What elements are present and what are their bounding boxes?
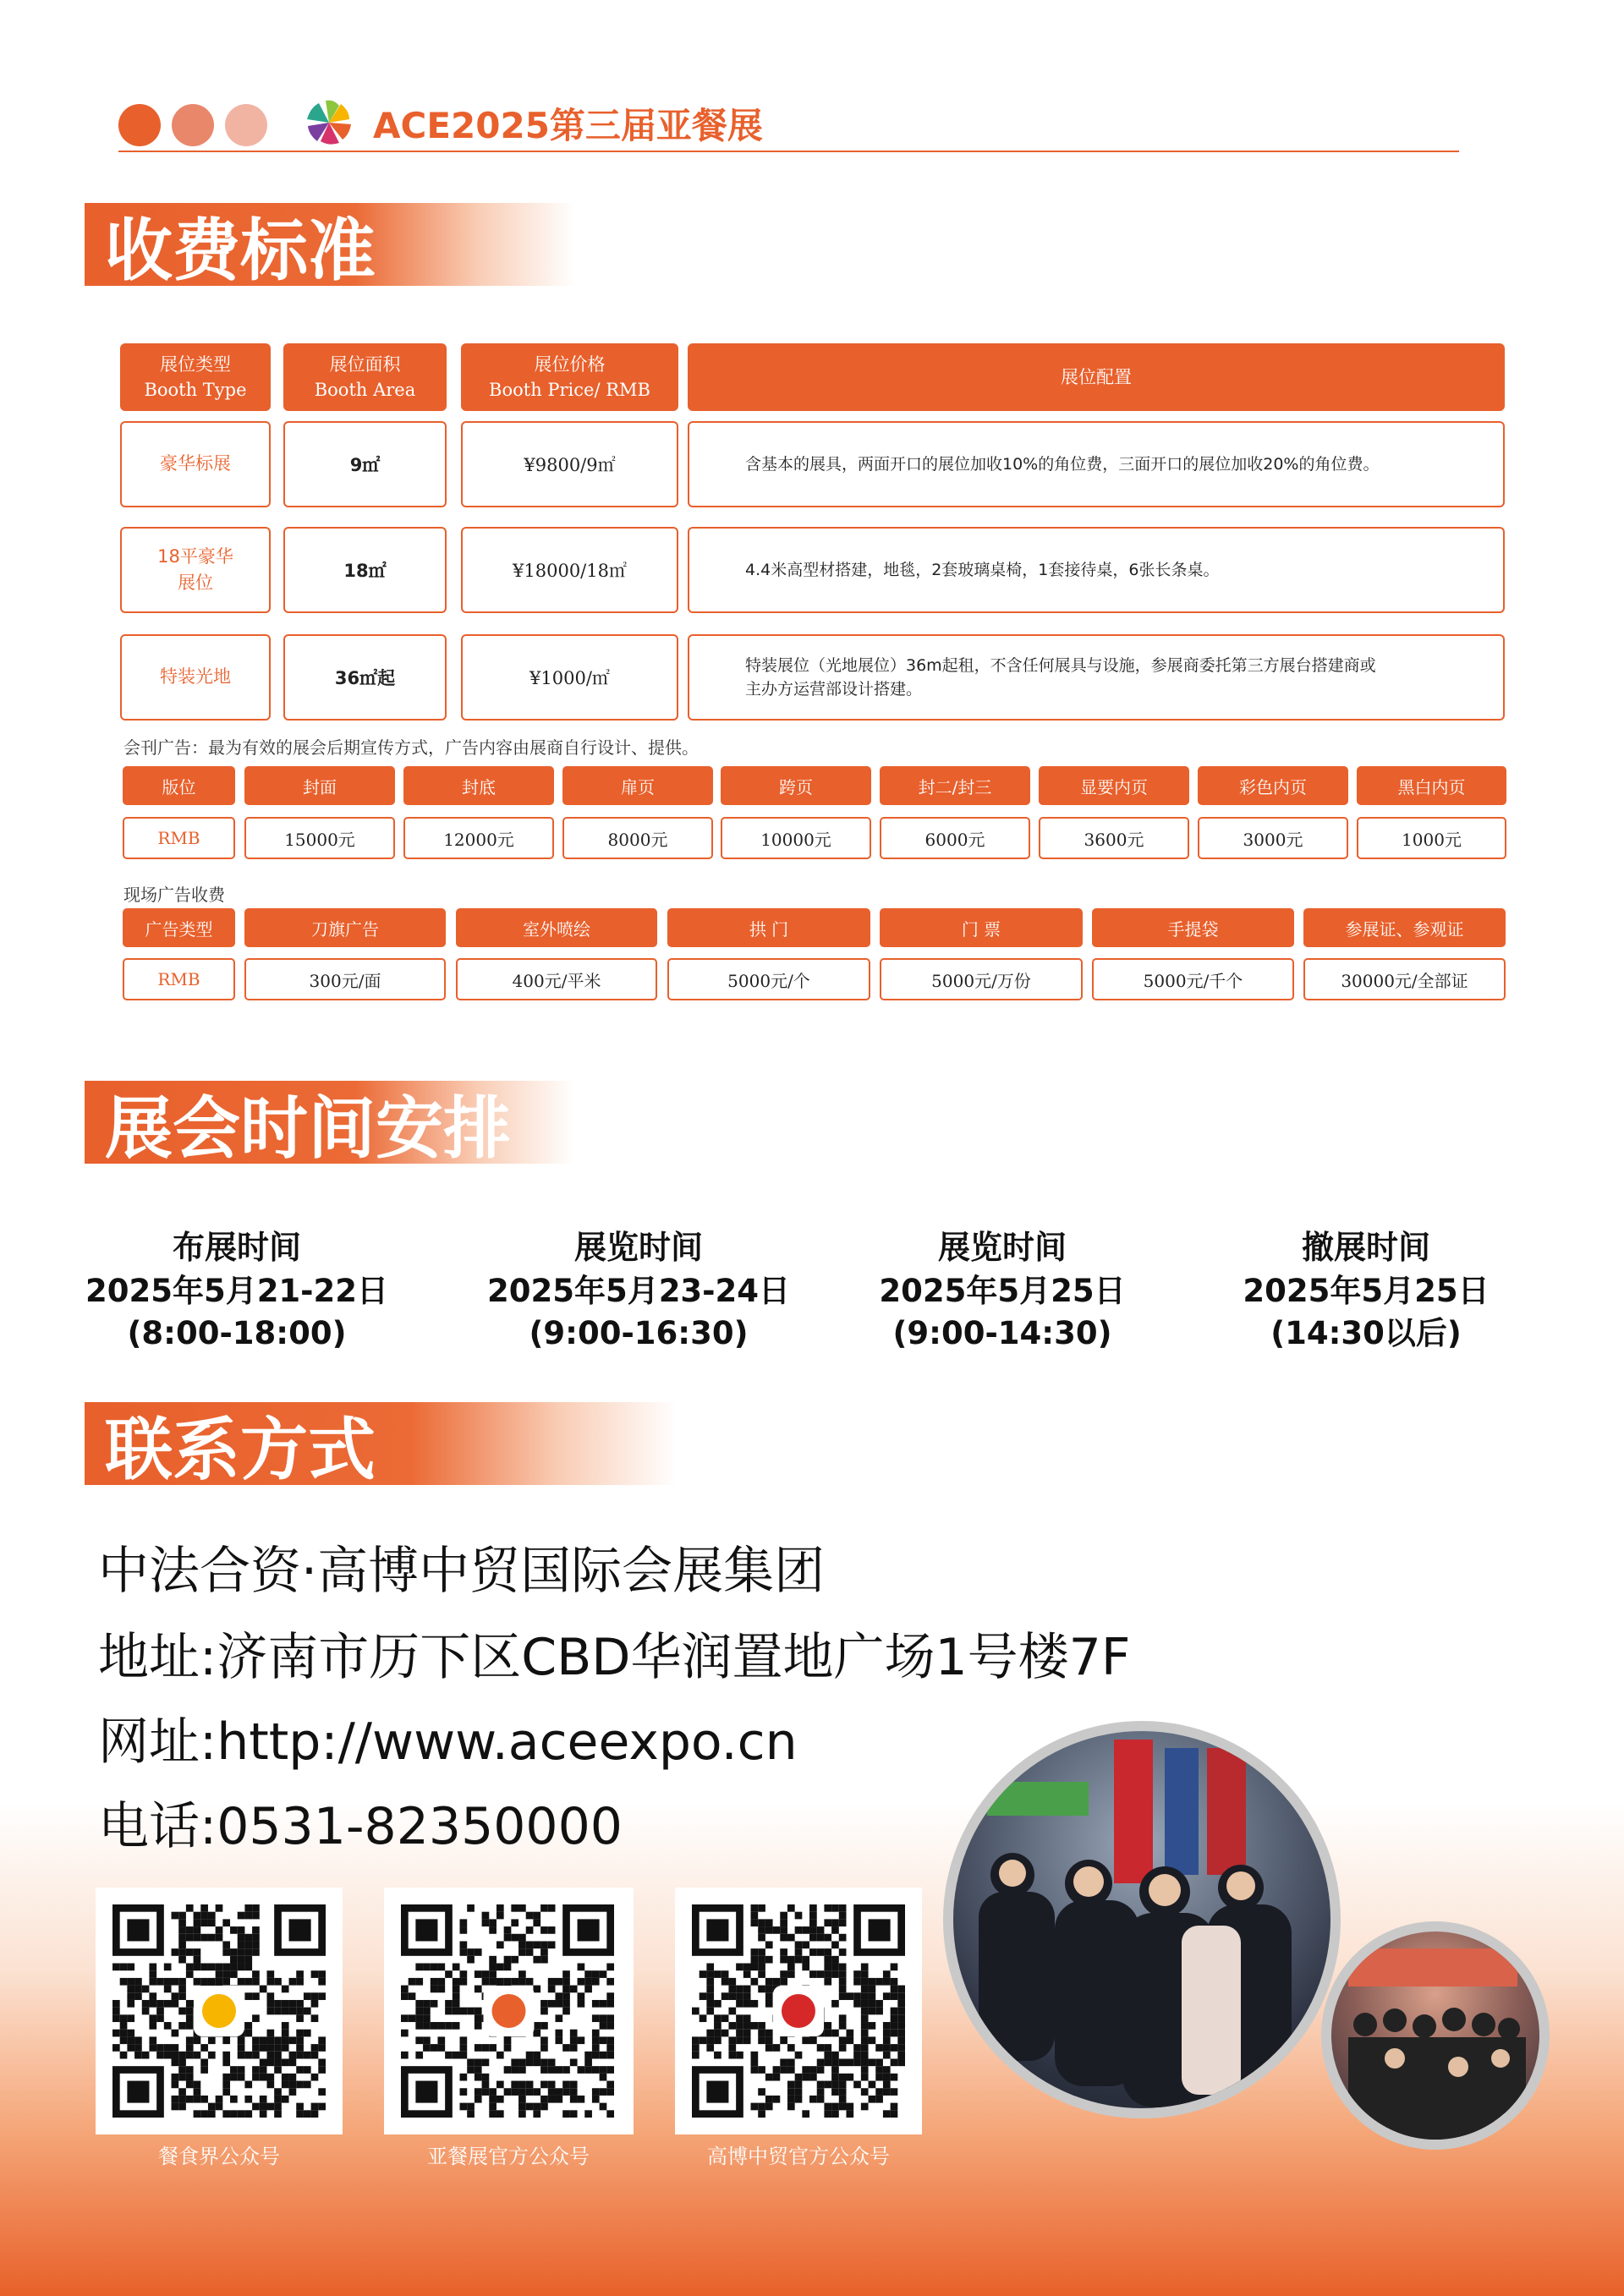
publication-ads-header-1: 封面	[244, 766, 395, 805]
publication-ads-header-2: 封底	[403, 766, 554, 805]
onsite-ads-value-0: RMB	[123, 958, 235, 1000]
schedule-date: 2025年5月21-22日	[85, 1273, 389, 1309]
publication-ads-header-5: 封二/封三	[880, 766, 1030, 805]
booth-table-header-config: 展位配置	[688, 343, 1505, 411]
schedule-time: (9:00-14:30)	[892, 1315, 1112, 1351]
publication-ads-header-0: 版位	[123, 766, 235, 805]
qr-caption: 高博中贸官方公众号	[707, 2145, 890, 2168]
onsite-ads-note: 现场广告收费	[123, 885, 225, 905]
qr-code-canshijie[interactable]	[96, 1888, 343, 2134]
crowd-photo-small	[1321, 1921, 1550, 2150]
header-divider	[118, 151, 1459, 152]
onsite-ads-header-6: 参展证、参观证	[1303, 908, 1506, 947]
booth-table-header-type: 展位类型 Booth Type	[120, 343, 271, 411]
crowd-photo-large	[943, 1721, 1341, 2118]
onsite-ads-header-4: 门 票	[880, 908, 1083, 947]
publication-ads-value-2: 12000元	[403, 817, 554, 859]
schedule-item-exhibition-1	[461, 1225, 816, 1355]
onsite-ads-header-5: 手提袋	[1092, 908, 1294, 947]
contact-website[interactable]: 网址:http://www.aceexpo.cn	[98, 1712, 798, 1772]
qr-code-icon	[675, 1888, 922, 2134]
crowd-image	[953, 1731, 1330, 2108]
section-title-contact: 联系方式	[85, 1402, 677, 1485]
schedule-time: (14:30以后)	[1270, 1315, 1462, 1351]
header-dot-2	[172, 104, 214, 146]
onsite-ads-header-0: 广告类型	[123, 908, 235, 947]
schedule-time: (8:00-18:00)	[127, 1315, 347, 1351]
onsite-ads-value-1: 300元/面	[244, 958, 446, 1000]
booth-row-1-config: 含基本的展具，两面开口的展位加收10%的角位费，三面开口的展位加收20%的角位费。	[688, 421, 1505, 507]
page-header-title: ACE2025第三届亚餐展	[373, 105, 763, 146]
ace-logo-icon	[304, 98, 354, 147]
publication-ads-value-0: RMB	[123, 817, 235, 859]
onsite-ads-value-4: 5000元/万份	[880, 958, 1083, 1000]
publication-ads-value-6: 3600元	[1039, 817, 1189, 859]
publication-ads-value-4: 10000元	[721, 817, 871, 859]
booth-table-header-area: 展位面积 Booth Area	[283, 343, 447, 411]
onsite-ads-header-2: 室外喷绘	[456, 908, 657, 947]
schedule-time: (9:00-16:30)	[529, 1315, 749, 1351]
schedule-title: 展览时间	[573, 1229, 703, 1266]
qr-caption: 餐食界公众号	[158, 2145, 280, 2168]
contact-company: 中法合资·高博中贸国际会展集团	[98, 1542, 826, 1601]
crowd-image	[1331, 1932, 1539, 2140]
schedule-title: 展览时间	[937, 1229, 1067, 1266]
booth-table-header-price: 展位价格 Booth Price/ RMB	[461, 343, 678, 411]
onsite-ads-value-2: 400元/平米	[456, 958, 657, 1000]
qr-code-yacanzhan[interactable]	[384, 1888, 634, 2134]
booth-row-2-price: ¥18000/18㎡	[461, 527, 678, 613]
publication-ads-header-6: 显要内页	[1039, 766, 1189, 805]
booth-row-3-price: ¥1000/㎡	[461, 634, 678, 721]
publication-ads-value-7: 3000元	[1198, 817, 1348, 859]
onsite-ads-value-6: 30000元/全部证	[1303, 958, 1506, 1000]
booth-row-3-type: 特装光地	[120, 634, 271, 721]
publication-ads-value-8: 1000元	[1357, 817, 1506, 859]
schedule-date: 2025年5月25日	[879, 1273, 1126, 1309]
schedule-date: 2025年5月25日	[1243, 1273, 1490, 1309]
publication-ads-header-4: 跨页	[721, 766, 871, 805]
publication-ads-note: 会刊广告：最为有效的展会后期宣传方式，广告内容由展商自行设计、提供。	[123, 737, 699, 758]
header-dot-3	[225, 104, 267, 146]
contact-phone: 电话:0531-82350000	[98, 1797, 623, 1856]
publication-ads-value-3: 8000元	[562, 817, 713, 859]
booth-row-1-area: 9㎡	[283, 421, 447, 507]
qr-code-gaobozhongmao[interactable]	[675, 1888, 922, 2134]
onsite-ads-value-5: 5000元/千个	[1092, 958, 1294, 1000]
onsite-ads-value-3: 5000元/个	[667, 958, 870, 1000]
schedule-title: 布展时间	[172, 1229, 301, 1266]
publication-ads-header-7: 彩色内页	[1198, 766, 1348, 805]
booth-row-1-price: ¥9800/9㎡	[461, 421, 678, 507]
onsite-ads-header-1: 刀旗广告	[244, 908, 446, 947]
booth-row-3-config: 特装展位（光地展位）36m起租，不含任何展具与设施，参展商委托第三方展台搭建商或主办方运营部设计搭建。	[688, 634, 1505, 721]
booth-row-1-type: 豪华标展	[120, 421, 271, 507]
qr-caption: 亚餐展官方公众号	[427, 2145, 590, 2168]
publication-ads-header-8: 黑白内页	[1357, 766, 1506, 805]
booth-row-2-config: 4.4米高型材搭建，地毯，2套玻璃桌椅，1套接待桌，6张长条桌。	[688, 527, 1505, 613]
schedule-item-setup	[59, 1225, 414, 1355]
header-dot-1	[118, 104, 161, 146]
schedule-title: 撤展时间	[1301, 1229, 1430, 1266]
schedule-date: 2025年5月23-24日	[486, 1273, 791, 1309]
schedule-item-dismantle	[1188, 1225, 1544, 1355]
publication-ads-value-5: 6000元	[880, 817, 1030, 859]
section-title-fees: 收费标准	[85, 203, 575, 286]
qr-code-icon	[96, 1888, 343, 2134]
booth-row-3-area: 36㎡起	[283, 634, 447, 721]
booth-row-2-type: 18平豪华展位	[120, 527, 271, 613]
contact-address: 地址:济南市历下区CBD华润置地广场1号楼7F	[98, 1628, 1131, 1687]
schedule-item-exhibition-2	[825, 1225, 1180, 1355]
onsite-ads-header-3: 拱 门	[667, 908, 870, 947]
publication-ads-value-1: 15000元	[244, 817, 395, 859]
booth-row-2-area: 18㎡	[283, 527, 447, 613]
publication-ads-header-3: 扉页	[562, 766, 713, 805]
section-title-schedule: 展会时间安排	[85, 1081, 575, 1164]
qr-code-icon	[384, 1888, 634, 2134]
